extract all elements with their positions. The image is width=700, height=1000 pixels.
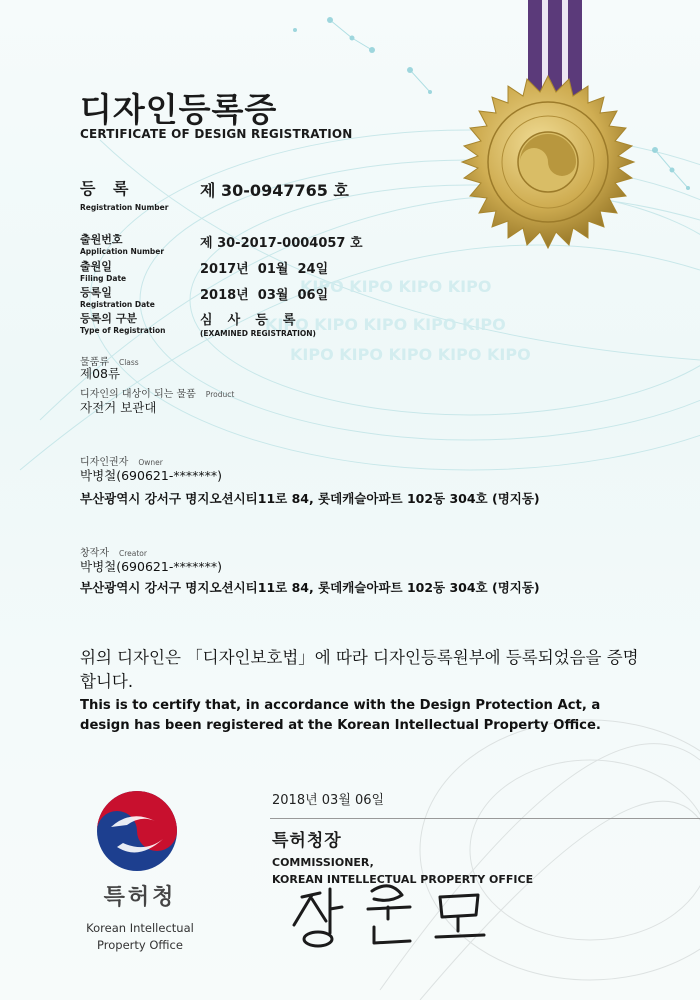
registration-date: 2018년 03월 06일 — [200, 288, 329, 303]
registration-type-label — [80, 310, 165, 335]
registration-type-value-en: (EXAMINED REGISTRATION) — [200, 329, 316, 338]
class-label-en: Class — [118, 358, 139, 367]
svg-text:KIPO KIPO KIPO KIPO: KIPO KIPO KIPO KIPO — [300, 277, 492, 296]
commissioner-signature — [290, 875, 490, 950]
kipo-name-en-line2: Property Office — [97, 938, 183, 952]
kipo-taegeuk-logo-icon — [92, 786, 182, 876]
registration-date-label-ko: 등록일 — [80, 286, 112, 299]
filing-date-label-en: Filing Date — [80, 274, 127, 283]
registration-type-label-en: Type of Registration — [80, 326, 166, 335]
signature-text — [290, 930, 294, 931]
class-label-ko: 물품류 — [80, 357, 109, 368]
application-number: 제 30-2017-0004057 호 — [200, 236, 363, 251]
owner-address: 부산광역시 강서구 명지오션시티11로 84, 롯데캐슬아파트 102동 304호 (명지동) — [80, 491, 540, 506]
registration-number: 제 30-0947765 호 — [200, 181, 349, 200]
creator-address: 부산광역시 강서구 명지오션시티11로 84, 롯데캐슬아파트 102동 304호 (명지동) — [80, 580, 540, 595]
creator-label-ko: 창작자 — [80, 548, 109, 559]
gold-seal — [462, 76, 634, 248]
certificate-title-english: CERTIFICATE OF DESIGN REGISTRATION — [80, 127, 353, 141]
commissioner-title-en-line2: KOREAN INTELLECTUAL PROPERTY OFFICE — [272, 873, 534, 886]
commissioner-title-en-line1: COMMISSIONER, — [272, 856, 374, 869]
divider-line — [270, 818, 700, 819]
registration-type — [200, 309, 316, 338]
owner-name: 박병철(690621-*******) — [80, 468, 222, 483]
registration-date-label-en: Registration Date — [80, 300, 155, 309]
registration-label-ko: 등 록 — [80, 179, 135, 198]
product-value: 자전거 보관대 — [80, 400, 157, 415]
registration-type-label-ko: 등록의 구분 — [80, 312, 137, 325]
creator-name: 박병철(690621-*******) — [80, 559, 222, 574]
application-label-ko: 출원번호 — [80, 233, 123, 246]
commissioner-title-ko: 특허청장 — [272, 831, 342, 851]
class-value: 제08류 — [80, 366, 121, 381]
certificate-title: 디자인등록증 — [80, 90, 278, 129]
ribbon — [528, 0, 582, 160]
registration-label — [80, 176, 168, 212]
filing-date-label-ko: 출원일 — [80, 260, 112, 273]
svg-text:KIPO KIPO KIPO KIPO KIPO: KIPO KIPO KIPO KIPO KIPO — [290, 345, 531, 364]
owner-label-en: Owner — [138, 458, 163, 467]
owner-label-ko: 디자인권자 — [80, 457, 129, 468]
product-label-ko: 디자인의 대상이 되는 물품 — [80, 389, 196, 400]
kipo-name-en — [72, 920, 208, 954]
filing-date: 2017년 01월 24일 — [200, 262, 329, 277]
certification-text-ko: 위의 디자인은 「디자인보호법」에 따라 디자인등록원부에 등록되었음을 증명합니다. — [80, 648, 639, 691]
filing-date-label — [80, 258, 126, 283]
issue-date: 2018년 03월 06일 — [272, 793, 385, 808]
kipo-name-ko: 특허청 — [103, 885, 177, 910]
product-label-en: Product — [205, 390, 235, 399]
registration-date-label — [80, 284, 155, 309]
application-label-en: Application Number — [80, 247, 165, 256]
registration-label-en: Registration Number — [80, 203, 169, 212]
certification-text-en: This is to certify that, in accordance with the Design Protection Act, a design has been registered at the Korean Intellectual Property Office. — [80, 698, 601, 733]
svg-text:KIPO KIPO KIPO KIPO KIPO: KIPO KIPO KIPO KIPO KIPO — [265, 315, 506, 334]
creator-label-en: Creator — [118, 549, 147, 558]
application-label — [80, 231, 164, 256]
registration-type-value: 심 사 등 록 — [200, 313, 298, 328]
kipo-name-en-line1: Korean Intellectual — [86, 921, 194, 935]
